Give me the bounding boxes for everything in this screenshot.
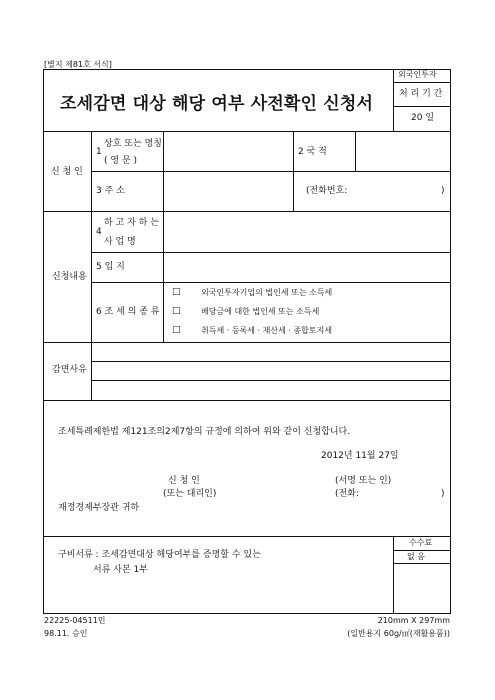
declaration-phone-close: ) bbox=[441, 489, 445, 499]
agent-label: (또는 대리인) bbox=[163, 489, 217, 499]
checkbox-icon[interactable]: □ bbox=[172, 306, 181, 316]
page-title: 조세감면 대상 해당 여부 사전확인 신청서 bbox=[60, 94, 374, 114]
field1-number: 1 bbox=[96, 147, 102, 157]
phone-label: (전화번호: bbox=[306, 186, 348, 196]
fee-value: 없 음 bbox=[407, 552, 425, 561]
declaration-date: 2012년 11월 27일 bbox=[321, 451, 399, 461]
documents-label-line2: 서류 사본 1부 bbox=[93, 565, 148, 575]
field6-label: 6 조 세 의 종 류 bbox=[96, 307, 160, 317]
declaration-phone-label: (전화: bbox=[335, 489, 359, 499]
field4-label-line2: 사 업 명 bbox=[104, 237, 136, 247]
category-label: 외국인투자 bbox=[398, 70, 437, 79]
field4-label: 하 고 자 하 는 bbox=[104, 218, 159, 228]
phone-close: ) bbox=[441, 186, 445, 196]
tax-option-label: 취득세 · 등록세 · 재산세 · 종합토지세 bbox=[201, 326, 333, 335]
checkbox-icon[interactable]: □ bbox=[172, 325, 181, 335]
field1-label: 상호 또는 명칭 bbox=[104, 139, 162, 149]
form-number: [별지 제81호 서식] bbox=[44, 60, 112, 69]
application-section-label: 신청내용 bbox=[52, 272, 87, 282]
reduction-section-label: 감면사유 bbox=[52, 365, 87, 375]
documents-label: 구비서류 : 조세감면대상 해당여부를 증명할 수 있는 bbox=[58, 550, 261, 560]
field2-label: 2 국 적 bbox=[298, 147, 327, 157]
signature-label: (서명 또는 인) bbox=[335, 476, 392, 486]
field5-label: 5 입 지 bbox=[96, 262, 125, 272]
declaration-statement: 조세특례제한법 제121조의2제7항의 규정에 의하여 위와 같이 신청합니다. bbox=[58, 427, 351, 437]
processing-label: 처 리 기 간 bbox=[399, 89, 443, 99]
tax-option-label: 배당금에 대한 법인세 또는 소득세 bbox=[201, 307, 320, 316]
field4-number: 4 bbox=[96, 227, 102, 237]
checkbox-icon[interactable]: □ bbox=[172, 287, 181, 297]
processing-value: 20 일 bbox=[411, 113, 435, 123]
field1-label-english: ( 영 문 ) bbox=[104, 156, 137, 166]
applicant-signature-label: 신 청 인 bbox=[168, 476, 200, 486]
applicant-section-label: 신 청 인 bbox=[51, 167, 83, 177]
fee-label: 수수료 bbox=[409, 538, 433, 547]
paper-type: (일반용지 60g/㎡(재활용품)) bbox=[347, 629, 450, 638]
approval-date: 98.11. 승인 bbox=[44, 629, 88, 638]
paper-size: 210mm X 297mm bbox=[377, 616, 450, 625]
form-code: 22225-04511민 bbox=[44, 616, 106, 625]
tax-option-label: 외국인투자기업의 법인세 또는 소득세 bbox=[201, 288, 333, 297]
field3-label: 3 주 소 bbox=[96, 186, 125, 196]
recipient-label: 재정경제부장관 귀하 bbox=[58, 503, 140, 513]
